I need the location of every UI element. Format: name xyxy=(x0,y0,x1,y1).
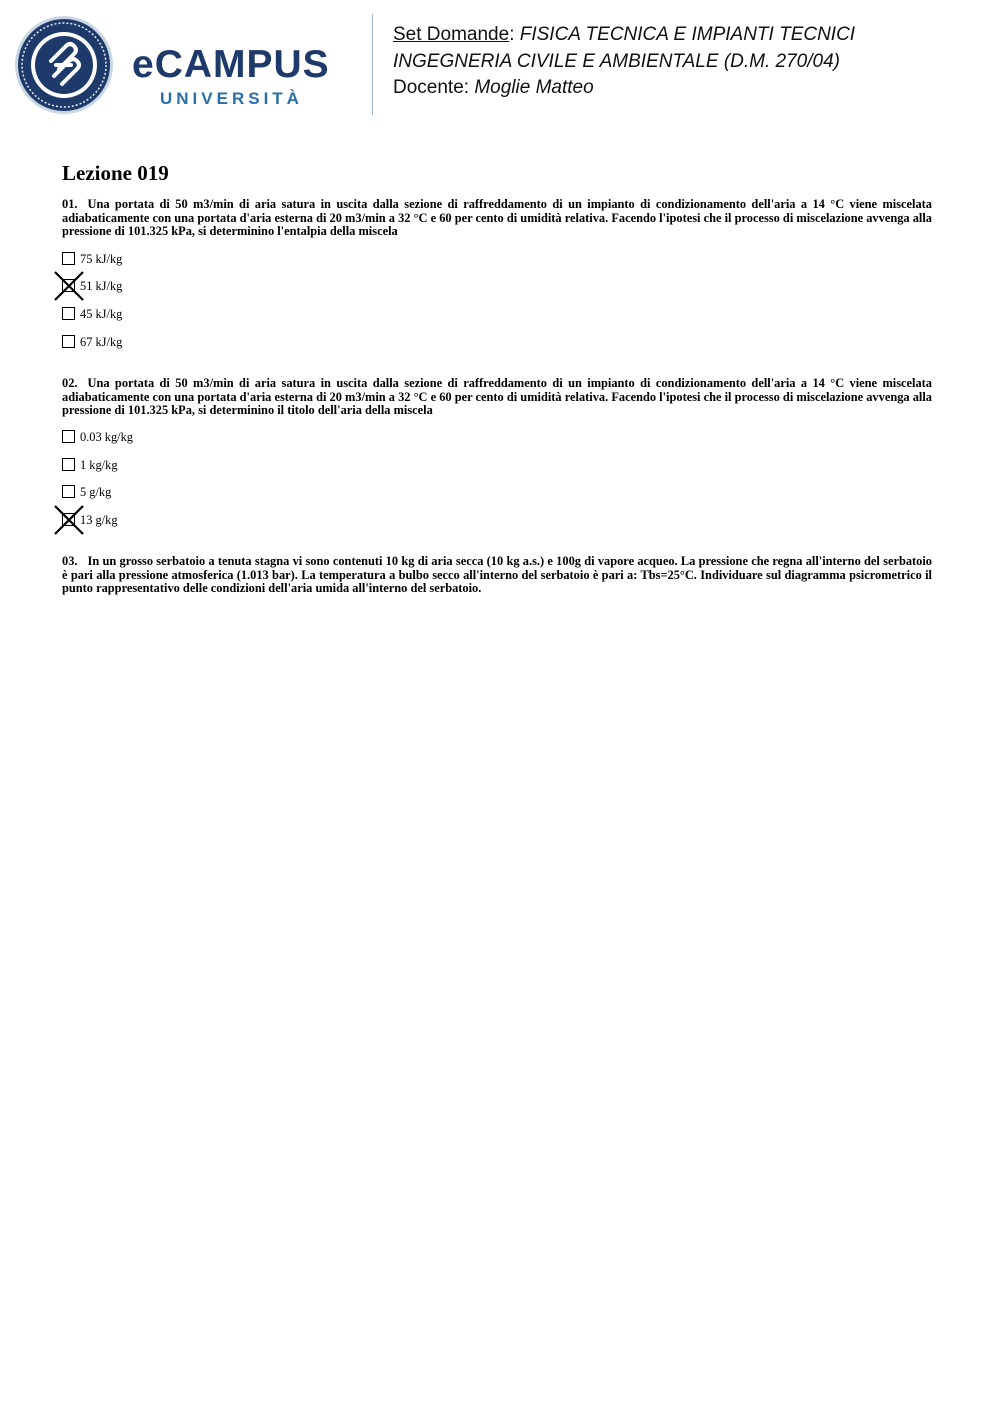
answer-label: 51 kJ/kg xyxy=(80,279,123,293)
question-number: 01. xyxy=(62,197,78,211)
set-line xyxy=(393,22,855,49)
logo-wordmark: eCAMPUS xyxy=(132,43,330,86)
question xyxy=(62,555,932,596)
answer-checkbox[interactable] xyxy=(62,485,75,498)
teacher-name: Moglie Matteo xyxy=(474,77,594,98)
lesson-title: Lezione 019 xyxy=(62,161,169,185)
question-text: Una portata di 50 m3/min di aria satura in uscita dalla sezione di raffreddamento di un impianto di condizionamento dell'aria a 14 °C viene miscelata adiabaticamente con una portata d'aria esterna di 20 m3/min a 32 °C e 60 per cento di umidità relativa. Facendo l'ipotesi che il processo di miscelazione avvenga alla pressione di 101.325 kPa, si determinino l'entalpia della miscela xyxy=(62,197,932,238)
degree-name: INGEGNERIA CIVILE E AMBIENTALE (D.M. 270/04) xyxy=(393,50,840,72)
question-number: 02. xyxy=(62,376,78,390)
question-text: In un grosso serbatoio a tenuta stagna vi sono contenuti 10 kg di aria secca (10 kg a.s.) e 100g di vapore acqueo. La pressione che regna all'interno del serbatoio è pari alla pressione atmosferica (1.013 bar). La temperatura a bulbo secco all'interno del serbatoio è pari a: Tbs=25°C. Individuare sul diagramma psicrometrico il punto rappresentativo delle condizioni dell'aria umida all'interno del serbatoio. xyxy=(62,554,932,595)
answer-checkbox[interactable] xyxy=(62,307,75,320)
question xyxy=(62,198,932,239)
header-divider xyxy=(372,14,373,115)
page-header xyxy=(0,0,1000,130)
answer-label: 67 kJ/kg xyxy=(80,335,123,349)
answer-checkbox[interactable] xyxy=(62,335,75,348)
answer-checkbox[interactable] xyxy=(62,430,75,443)
logo-subtitle: UNIVERSITÀ xyxy=(160,89,303,108)
question xyxy=(62,377,932,418)
answer-label: 5 g/kg xyxy=(80,485,112,499)
question-number: 03. xyxy=(62,554,78,568)
course-name: FISICA TECNICA E IMPIANTI TECNICI xyxy=(519,24,856,45)
question-text: Una portata di 50 m3/min di aria satura in uscita dalla sezione di raffreddamento di un impianto di condizionamento dell'aria a 14 °C viene miscelata adiabaticamente con una portata d'aria esterna di 20 m3/min a 32 °C e 60 per cento di umidità relativa. Facendo l'ipotesi che il processo di miscelazione avvenga alla pressione di 101.325 kPa, si determinino il titolo dell'aria della miscela xyxy=(62,376,932,417)
header-info xyxy=(393,22,855,102)
teacher-label: Docente: xyxy=(393,77,470,98)
answer-label: 1 kg/kg xyxy=(80,458,118,472)
ecampus-logo xyxy=(14,15,356,115)
set-label: Set Domande xyxy=(393,24,510,45)
answer-label: 0.03 kg/kg xyxy=(80,430,134,444)
answer-label: 75 kJ/kg xyxy=(80,252,123,266)
answer-checkbox[interactable] xyxy=(62,252,75,265)
university-seal-icon xyxy=(14,15,114,115)
answer-checkbox[interactable] xyxy=(62,458,75,471)
teacher-line xyxy=(393,75,855,102)
answer-label: 13 g/kg xyxy=(80,513,118,527)
set-colon: : xyxy=(509,24,515,45)
answer-label: 45 kJ/kg xyxy=(80,307,123,321)
